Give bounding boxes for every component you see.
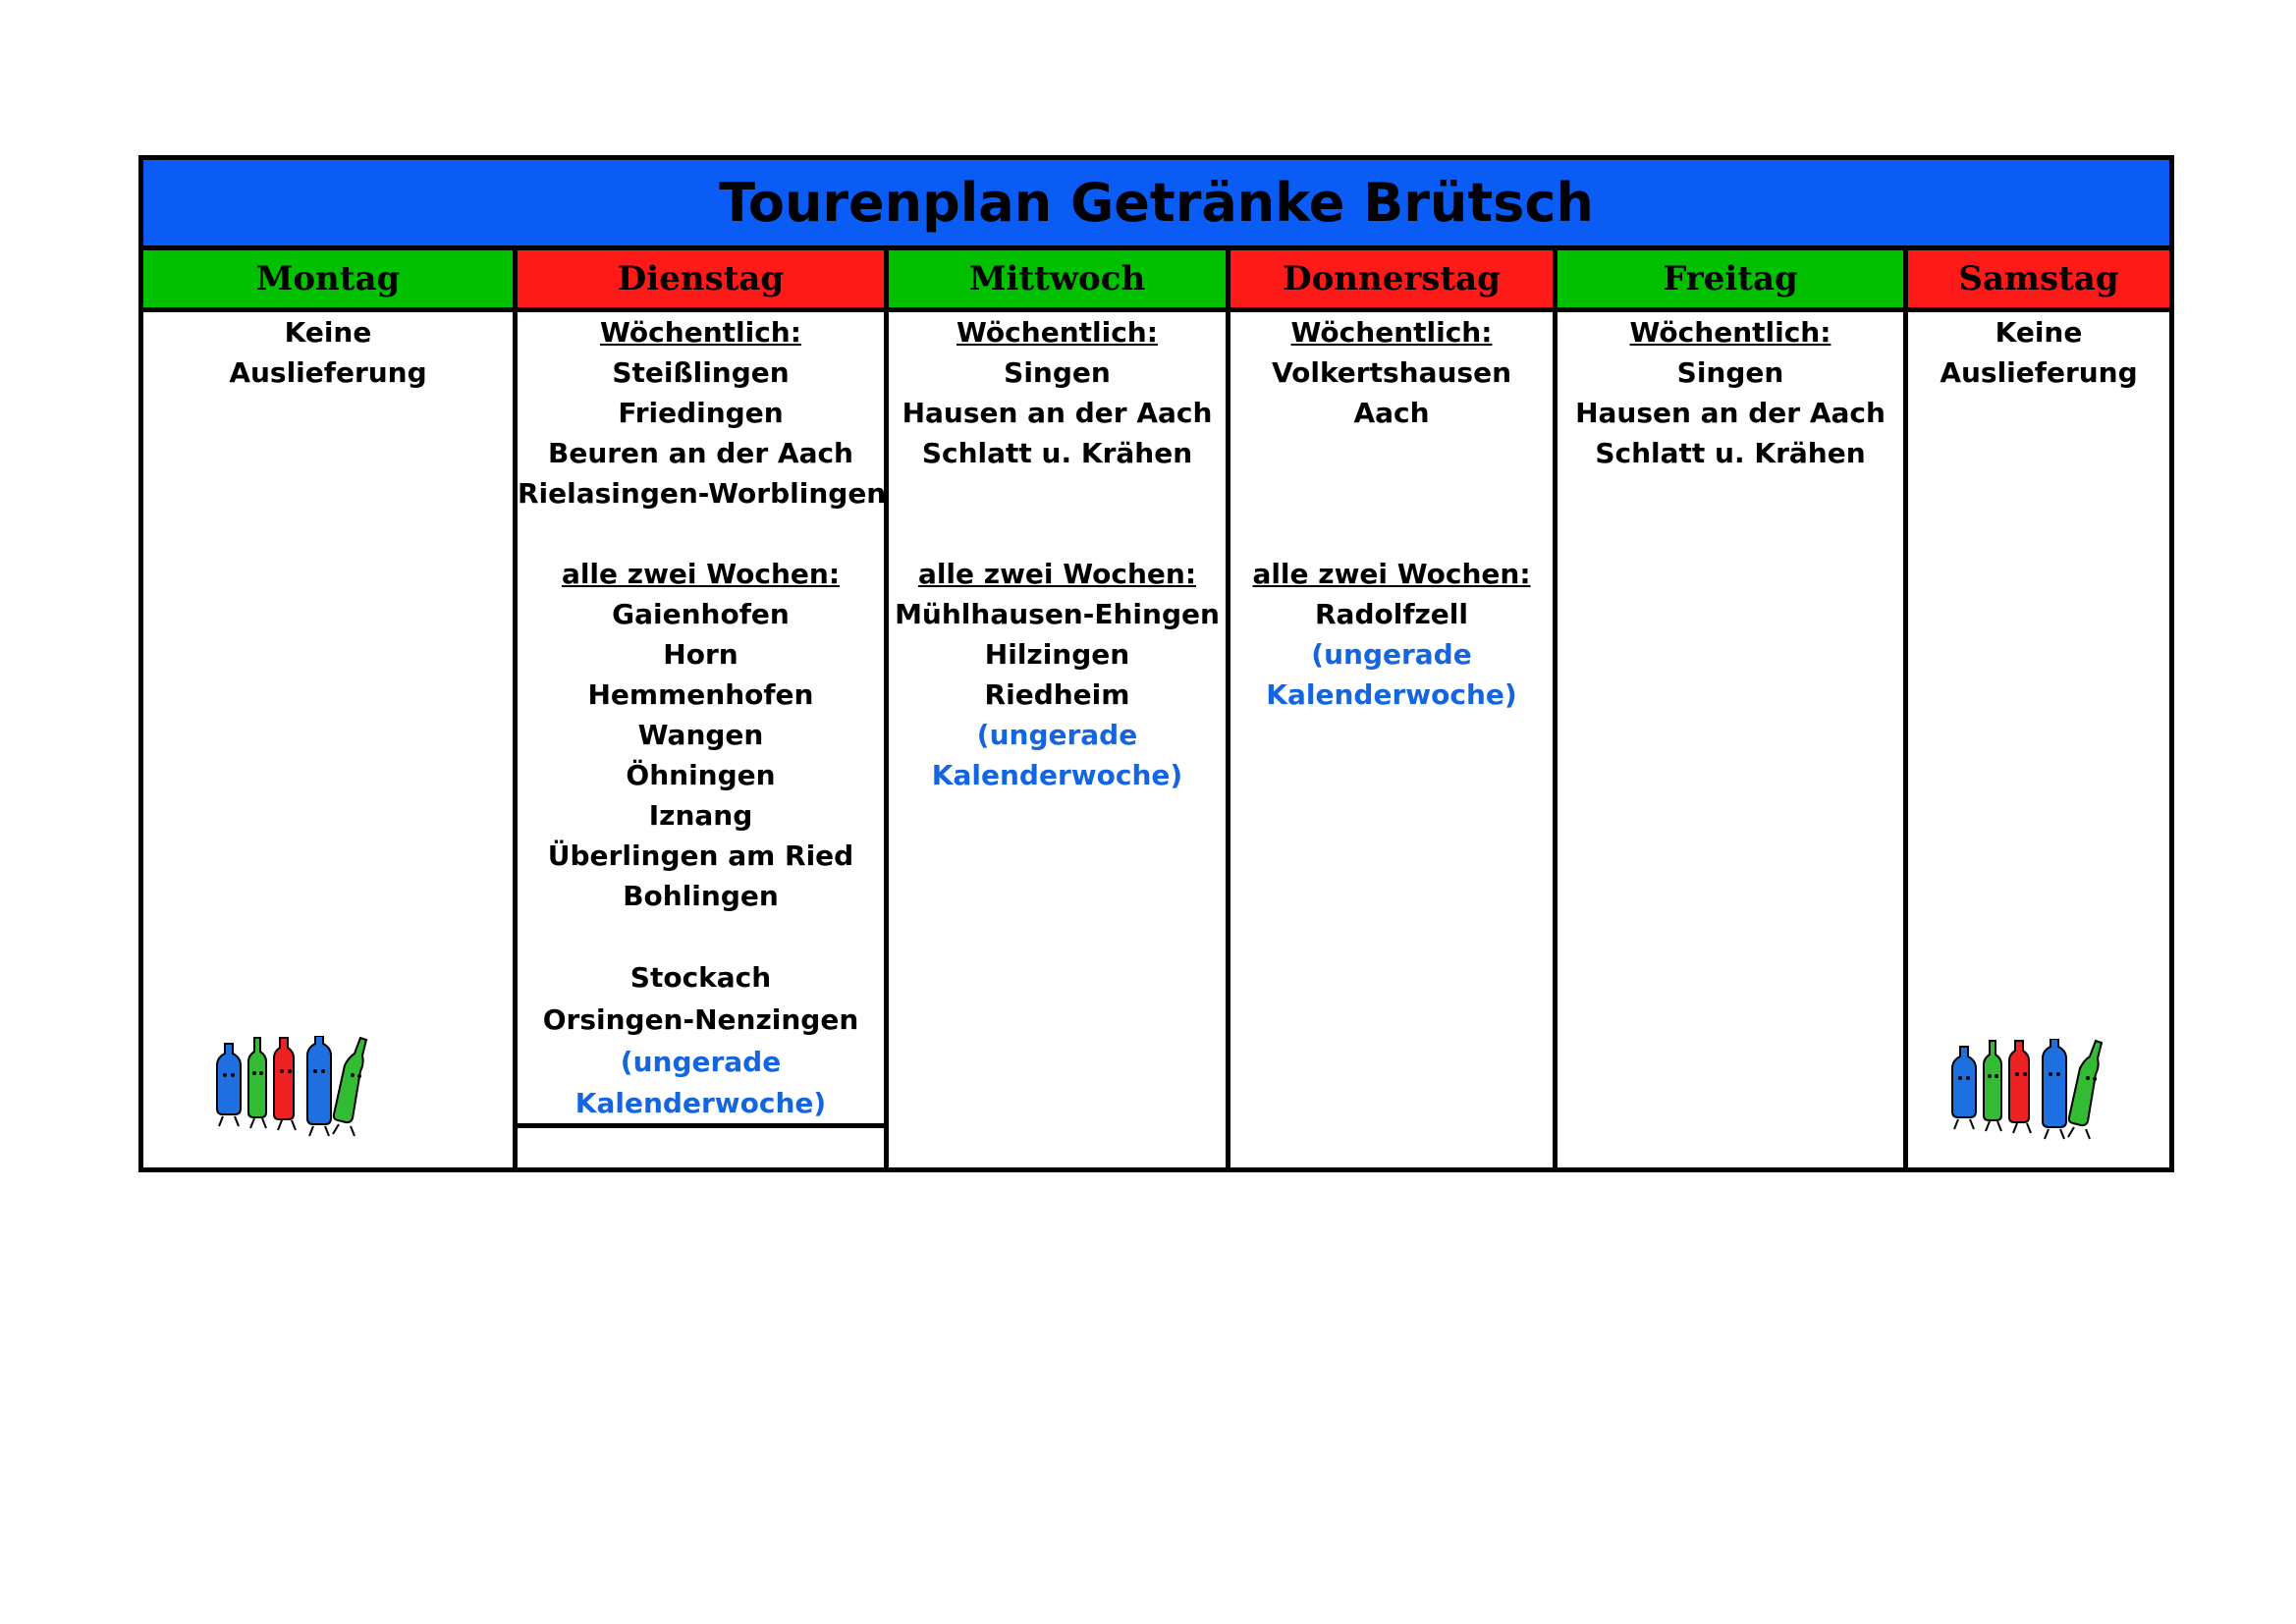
dienstag-biweekly-item: Wangen (637, 719, 764, 751)
montag-line-1: Keine (284, 316, 372, 349)
column-montag (143, 312, 518, 1167)
freitag-weekly-heading: Wöchentlich: (1629, 316, 1831, 349)
mittwoch-weekly-item: Singen (1004, 356, 1111, 389)
header-montag: Montag (143, 250, 518, 312)
header-samstag: Samstag (1908, 250, 2169, 312)
mittwoch-biweekly-item: Hilzingen (984, 638, 1130, 671)
donnerstag-weekly-item: Aach (1353, 397, 1430, 429)
dienstag-note-line-1: (ungerade (620, 1046, 782, 1078)
header-donnerstag: Donnerstag (1230, 250, 1558, 312)
dienstag-weekly-item: Steißlingen (612, 356, 790, 389)
donnerstag-weekly-heading: Wöchentlich: (1290, 316, 1493, 349)
dienstag-weekly-item: Friedingen (618, 397, 784, 429)
column-mittwoch (889, 312, 1230, 1167)
bottles-icon (1941, 1039, 2137, 1147)
dienstag-divider (518, 1123, 884, 1128)
day-header-row (143, 250, 2169, 312)
dienstag-biweekly-item: Bohlingen (623, 880, 779, 912)
freitag-weekly-item: Singen (1676, 356, 1784, 389)
dienstag-biweekly-item: Öhningen (626, 759, 776, 791)
header-dienstag: Dienstag (518, 250, 889, 312)
dienstag-extra-item: Orsingen-Nenzingen (542, 1003, 859, 1036)
donnerstag-biweekly-item: Radolfzell (1315, 598, 1468, 630)
dienstag-weekly-item: Beuren an der Aach (547, 437, 853, 469)
montag-line-2: Auslieferung (229, 356, 427, 389)
donnerstag-note-line-1: (ungerade (1311, 638, 1472, 671)
donnerstag-weekly-item: Volkertshausen (1271, 356, 1512, 389)
column-dienstag (518, 312, 889, 1167)
dienstag-biweekly-heading: alle zwei Wochen: (561, 558, 841, 590)
header-mittwoch: Mittwoch (889, 250, 1230, 312)
mittwoch-weekly-item: Hausen an der Aach (902, 397, 1213, 429)
dienstag-weekly-heading: Wöchentlich: (600, 316, 801, 349)
mittwoch-note-line-2: Kalenderwoche) (931, 759, 1183, 791)
samstag-line-1: Keine (1995, 316, 2083, 349)
mittwoch-weekly-heading: Wöchentlich: (957, 316, 1158, 349)
mittwoch-biweekly-item: Mühlhausen-Ehingen (895, 598, 1220, 630)
page-title: Tourenplan Getränke Brütsch (143, 160, 2169, 250)
donnerstag-biweekly-heading: alle zwei Wochen: (1252, 558, 1531, 590)
dienstag-biweekly-item: Horn (663, 638, 738, 671)
column-freitag (1558, 312, 1908, 1167)
dienstag-biweekly-item: Überlingen am Ried (547, 839, 854, 872)
schedule-body (143, 312, 2169, 1167)
samstag-line-2: Auslieferung (1940, 356, 2138, 389)
tour-plan-table (138, 155, 2174, 1172)
mittwoch-biweekly-heading: alle zwei Wochen: (917, 558, 1197, 590)
dienstag-biweekly-item: Gaienhofen (612, 598, 790, 630)
mittwoch-biweekly-item: Riedheim (984, 678, 1130, 711)
mittwoch-note-line-1: (ungerade (976, 719, 1138, 751)
bottles-icon (205, 1036, 402, 1144)
column-samstag (1908, 312, 2169, 1167)
dienstag-biweekly-item: Iznang (648, 799, 753, 832)
column-donnerstag (1230, 312, 1558, 1167)
dienstag-extra-item: Stockach (629, 961, 772, 994)
mittwoch-weekly-item: Schlatt u. Krähen (921, 437, 1193, 469)
donnerstag-note-line-2: Kalenderwoche) (1266, 678, 1517, 711)
dienstag-note-line-2: Kalenderwoche) (574, 1087, 827, 1119)
dienstag-biweekly-item: Hemmenhofen (587, 678, 814, 711)
header-freitag: Freitag (1558, 250, 1908, 312)
freitag-weekly-item: Hausen an der Aach (1575, 397, 1886, 429)
dienstag-weekly-item: Rielasingen-Worblingen (518, 477, 887, 510)
freitag-weekly-item: Schlatt u. Krähen (1595, 437, 1866, 469)
